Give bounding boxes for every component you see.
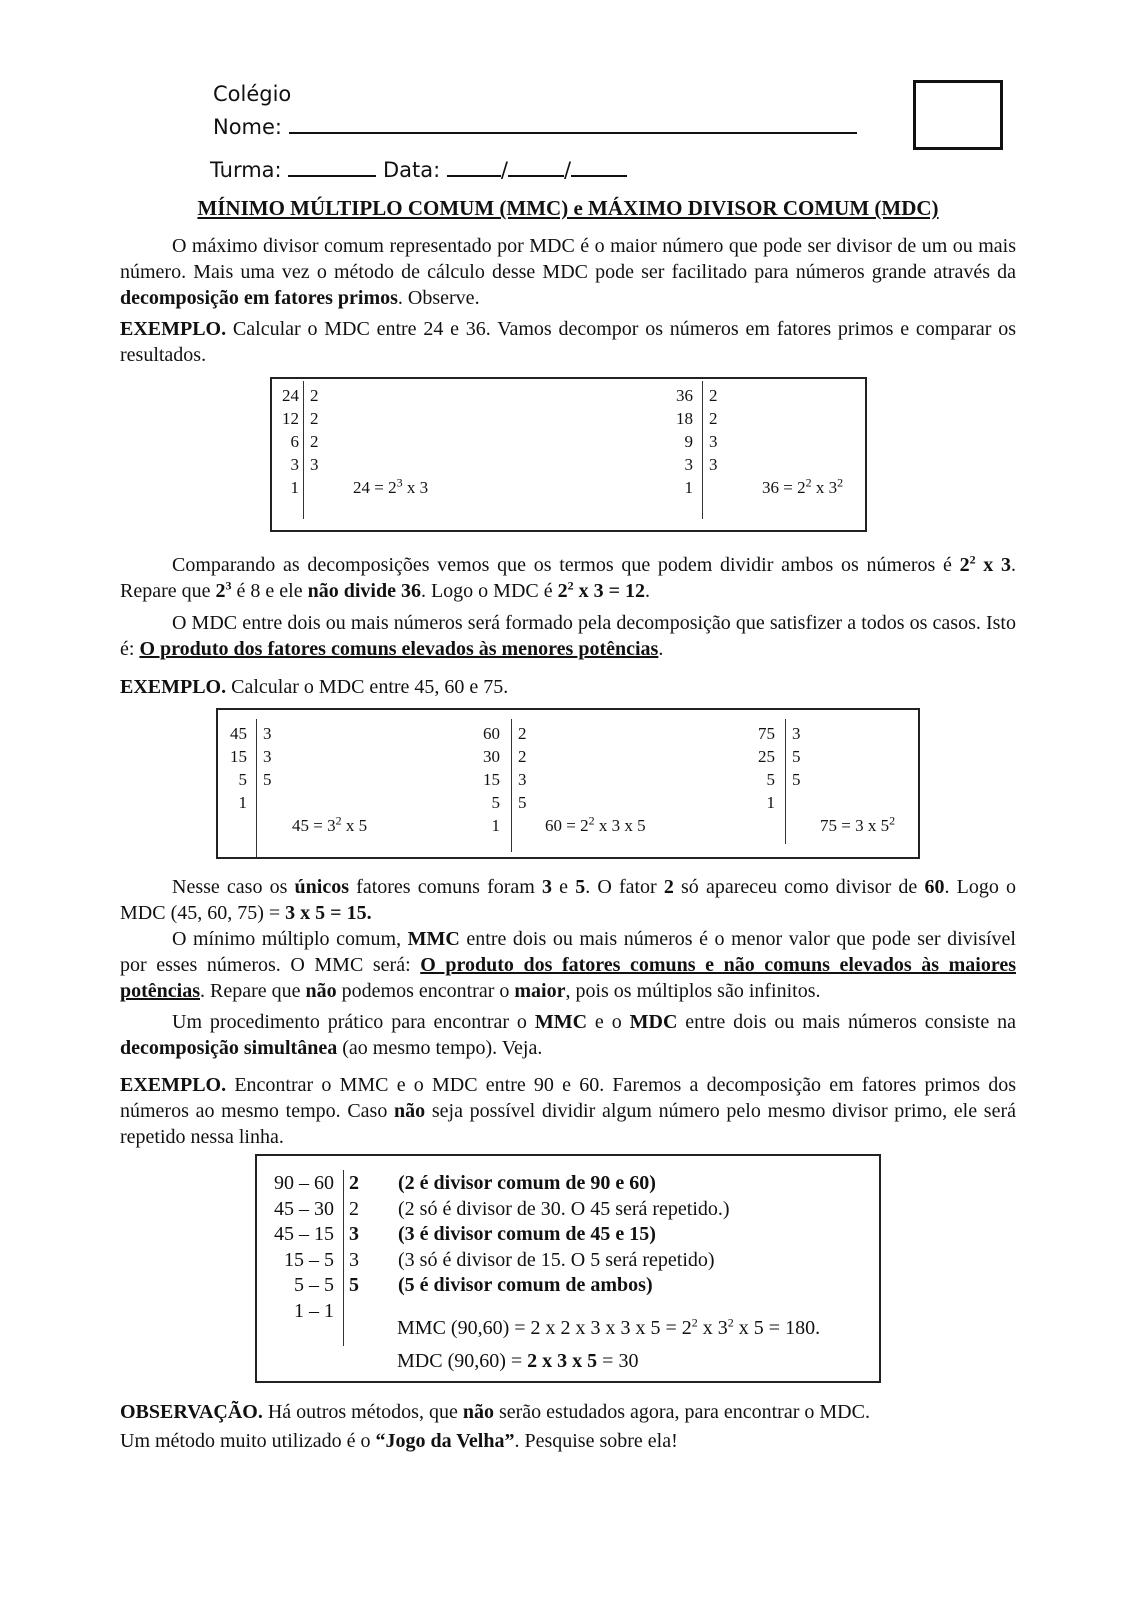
number-pair: 90 – 60 [274, 1172, 334, 1194]
text-segment: 60 [924, 876, 945, 898]
text-segment: 36 = 2 [762, 478, 806, 497]
text-segment: . Logo o MDC é [420, 580, 558, 602]
text-segment: MDC (90,60) = [397, 1350, 528, 1372]
year-blank [571, 157, 627, 177]
prime-divisor: 2 [349, 1197, 359, 1220]
prime-divisor: 3 [349, 1248, 359, 1271]
text-segment: . Repare que [120, 554, 1016, 602]
text-segment: EXEMPLO. [120, 318, 227, 340]
text-segment: não [462, 1401, 494, 1423]
text-segment: x 3 [402, 478, 429, 497]
dividend: 1 [238, 793, 247, 812]
divider-line [303, 381, 304, 519]
date-label: Data: [383, 158, 441, 182]
prime-divisor: 2 [518, 724, 527, 743]
text-segment: 2 [588, 813, 595, 828]
text-segment: MDC [629, 1011, 678, 1033]
text-segment: 2 [805, 475, 812, 490]
divider-line [343, 1170, 344, 1346]
name-label: Nome: [213, 115, 283, 139]
dividend: 6 [290, 432, 299, 451]
prime-divisor-cell [349, 1248, 359, 1274]
text-segment: EXEMPLO. [120, 676, 227, 698]
prime-divisor: 5 [792, 747, 801, 766]
photo-box [913, 80, 1003, 150]
prime-divisor: 2 [709, 409, 718, 428]
dividend: 60 [483, 724, 500, 743]
prime-divisor: 3 [709, 455, 718, 474]
divisor-note-cell [398, 1222, 656, 1248]
text-segment: . [645, 580, 651, 602]
text-segment: 2 [663, 876, 674, 898]
prime-divisor: 3 [792, 724, 801, 743]
text-segment: seja possível dividir algum número pelo mesmo divisor primo, ele será repetido nessa linha. [120, 1100, 1016, 1148]
text-segment: . Repare que [200, 980, 306, 1002]
name-field [213, 114, 857, 139]
text-segment: x 5 = 180. [733, 1317, 821, 1339]
number-pair: 15 – 5 [284, 1248, 334, 1271]
text-segment: 45 = 3 [292, 816, 336, 835]
divisor-note: (2 é divisor comum de 90 e 60) [398, 1172, 656, 1194]
prime-divisor-cell [349, 1273, 359, 1299]
number-pair: 45 – 15 [274, 1223, 334, 1245]
text-segment: 3 [396, 475, 403, 490]
divisor-note-cell [398, 1248, 715, 1274]
divisor-note: (5 é divisor comum de ambos) [398, 1274, 653, 1296]
dividend: 1 [491, 816, 500, 835]
dividend: 15 [483, 770, 500, 789]
example3-table [255, 1154, 881, 1383]
text-segment: entre dois ou mais números é o menor valor que pode ser divisível por esses números. O MMC será: [120, 928, 1016, 976]
number-pair: 5 – 5 [294, 1274, 334, 1296]
dividend: 5 [766, 770, 775, 789]
dividend: 25 [758, 747, 775, 766]
paragraph [120, 674, 1016, 700]
text-segment: . Pesquise sobre ela! [514, 1430, 678, 1452]
prime-divisor: 2 [310, 386, 319, 405]
prime-divisor: 3 [263, 747, 272, 766]
mdc-result [397, 1349, 638, 1375]
text-segment: únicos [294, 876, 350, 898]
text-segment: 75 = 3 x 5 [820, 816, 890, 835]
text-segment: 3 x 5 = 15. [285, 902, 372, 924]
prime-divisor: 2 [310, 432, 319, 451]
text-segment: serão estudados agora, para encontrar o MDC. [493, 1401, 870, 1423]
date-separator: / [563, 158, 572, 182]
example2-table [216, 708, 920, 859]
text-segment: . Logo o MDC (45, 60, 75) = [120, 876, 1016, 924]
text-segment: “Jogo da Velha” [375, 1430, 515, 1452]
text-segment: Um método muito utilizado é o [120, 1430, 376, 1452]
paragraph [120, 316, 1016, 368]
text-segment: O produto dos fatores comuns elevados às menores potências [139, 638, 659, 660]
text-segment: MMC (90,60) = 2 x 2 x 3 x 3 x 5 = 2 [397, 1317, 692, 1339]
paragraph [120, 874, 1016, 926]
text-segment: entre dois ou mais números consiste na [677, 1011, 1016, 1033]
divisor-note: (3 só é divisor de 15. O 5 será repetido) [398, 1248, 715, 1271]
text-segment: 2 [889, 813, 896, 828]
dividend: 1 [766, 793, 775, 812]
text-segment: 60 = 2 [545, 816, 589, 835]
mmc-result [397, 1316, 820, 1342]
text-segment: Calcular o MDC entre 24 e 36. Vamos decompor os números em fatores primos e comparar os resultados. [120, 318, 1016, 366]
class-date-row [210, 157, 627, 182]
dividend: 36 [676, 386, 693, 405]
text-segment: Comparando as decomposições vemos que os termos que podem dividir ambos os números é [172, 554, 960, 576]
text-segment: 2 [567, 578, 574, 593]
factorization-result [292, 814, 367, 837]
prime-divisor: 5 [792, 770, 801, 789]
text-segment: maior [514, 980, 566, 1002]
text-segment: não [394, 1100, 426, 1122]
divisor-note: (3 é divisor comum de 45 e 15) [398, 1223, 656, 1245]
text-segment: fatores comuns foram [349, 876, 543, 898]
text-segment: O mínimo múltiplo comum, [172, 928, 408, 950]
text-segment: O produto dos fatores comuns e não comuns elevados às maiores potências [120, 954, 1016, 1002]
prime-divisor: 2 [310, 409, 319, 428]
paragraph [120, 552, 1016, 604]
text-segment: EXEMPLO. [120, 1074, 227, 1096]
dividend: 9 [684, 432, 693, 451]
dividend: 1 [684, 478, 693, 497]
divisor-note-cell [398, 1197, 730, 1223]
dividend: 45 [230, 724, 247, 743]
paragraph [120, 1009, 1016, 1061]
paragraph [120, 926, 1016, 1004]
prime-divisor: 2 [349, 1172, 359, 1194]
text-segment: Há outros métodos, que [262, 1401, 463, 1423]
text-segment: x 5 [341, 816, 368, 835]
text-segment: OBSERVAÇÃO. [120, 1401, 263, 1423]
text-segment: , pois os múltiplos são infinitos. [565, 980, 821, 1002]
prime-divisor: 2 [518, 747, 527, 766]
text-segment: não divide 36 [307, 580, 421, 602]
factorization-result [820, 814, 895, 837]
month-blank [508, 157, 564, 177]
text-segment: x 3 = 12 [573, 580, 646, 602]
paragraph [120, 1428, 1016, 1454]
text-segment: Um procedimento prático para encontrar o [172, 1011, 535, 1033]
divider-line [702, 381, 703, 519]
dividend: 75 [758, 724, 775, 743]
text-segment: . [658, 638, 664, 660]
text-segment: 24 = 2 [353, 478, 397, 497]
text-segment: decomposição simultânea [120, 1037, 338, 1059]
text-segment: . O fator [585, 876, 664, 898]
divisor-note-cell [398, 1273, 653, 1299]
paragraph [120, 1399, 1016, 1425]
prime-divisor: 3 [349, 1223, 359, 1245]
prime-divisor: 2 [709, 386, 718, 405]
prime-divisor-cell [349, 1222, 359, 1248]
text-segment: 2 [557, 580, 568, 602]
divisor-note: (2 só é divisor de 30. O 45 será repetido.) [398, 1197, 730, 1220]
number-pair: 1 – 1 [294, 1299, 334, 1322]
dividend: 15 [230, 747, 247, 766]
text-segment: não [305, 980, 337, 1002]
date-separator: / [500, 158, 508, 182]
text-segment: e [552, 876, 576, 898]
dividend: 3 [290, 455, 299, 474]
text-segment: 2 [691, 1315, 698, 1330]
prime-divisor: 3 [709, 432, 718, 451]
text-segment: 2 x 3 x 5 [527, 1350, 598, 1372]
text-segment: 3 [225, 578, 232, 593]
factorization-result [545, 814, 646, 837]
example1-table [270, 377, 867, 532]
factorization-result [353, 476, 428, 499]
text-segment: podemos encontrar o [336, 980, 515, 1002]
text-segment: = 30 [597, 1350, 639, 1372]
school-label: Colégio [213, 82, 292, 106]
paragraph [120, 610, 1016, 662]
prime-divisor: 3 [263, 724, 272, 743]
page-title: MÍNIMO MÚLTIPLO COMUM (MMC) e MÁXIMO DIVISOR COMUM (MDC) [197, 196, 939, 220]
prime-divisor: 5 [263, 770, 272, 789]
text-segment: x 3 [697, 1317, 728, 1339]
text-segment: é 8 e ele [231, 580, 308, 602]
text-segment: Encontrar o MMC e o MDC entre 90 e 60. Faremos a decomposição em fatores primos dos números ao mesmo tempo. Caso [120, 1074, 1016, 1122]
text-segment: x 3 [975, 554, 1011, 576]
dividend: 18 [676, 409, 693, 428]
text-segment: 2 [959, 554, 970, 576]
number-pair: 45 – 30 [274, 1197, 334, 1220]
dividend: 5 [238, 770, 247, 789]
dividend: 30 [483, 747, 500, 766]
dividend: 24 [282, 386, 299, 405]
prime-divisor: 3 [310, 455, 319, 474]
prime-divisor: 5 [518, 793, 527, 812]
text-segment: 2 [837, 475, 844, 490]
text-segment: (ao mesmo tempo). Veja. [337, 1037, 543, 1059]
paragraph [120, 233, 1016, 311]
factorization-result [762, 476, 843, 499]
class-label: Turma: [210, 158, 282, 182]
prime-divisor-cell [349, 1197, 359, 1223]
dividend: 1 [290, 478, 299, 497]
text-segment: MMC [407, 928, 460, 950]
text-segment: MMC [534, 1011, 588, 1033]
name-blank [289, 114, 857, 134]
divisor-note-cell [398, 1171, 656, 1197]
text-segment: . Observe. [397, 287, 480, 309]
text-segment: 3 [542, 876, 553, 898]
text-segment: x 3 [811, 478, 838, 497]
prime-divisor-cell [349, 1171, 359, 1197]
text-segment: O MDC entre dois ou mais números será formado pela decomposição que satisfizer a todos os casos. Isto é: [120, 612, 1016, 660]
day-blank [447, 157, 501, 177]
text-segment: 2 [215, 580, 226, 602]
paragraph [120, 1072, 1016, 1150]
text-segment: 2 [335, 813, 342, 828]
dividend: 12 [282, 409, 299, 428]
prime-divisor: 5 [349, 1274, 359, 1296]
text-segment: Nesse caso os [172, 876, 295, 898]
divider-line [511, 719, 512, 852]
text-segment: 2 [727, 1315, 734, 1330]
text-segment: decomposição em fatores primos [120, 287, 398, 309]
text-segment: e o [587, 1011, 630, 1033]
dividend: 3 [684, 455, 693, 474]
text-segment: O máximo divisor comum representado por MDC é o maior número que pode ser divisor de um ou mais número. Mais uma vez o método de cálculo desse MDC pode ser facilitado para números grande através da [120, 235, 1016, 283]
text-segment: Calcular o MDC entre 45, 60 e 75. [226, 676, 509, 698]
divider-line [256, 719, 257, 857]
text-segment: 2 [969, 552, 976, 567]
text-segment: 5 [575, 876, 586, 898]
text-segment: x 3 x 5 [594, 816, 646, 835]
dividend: 5 [491, 793, 500, 812]
text-segment: só apareceu como divisor de [673, 876, 925, 898]
divider-line [785, 719, 786, 844]
prime-divisor: 3 [518, 770, 527, 789]
class-blank [288, 157, 376, 177]
